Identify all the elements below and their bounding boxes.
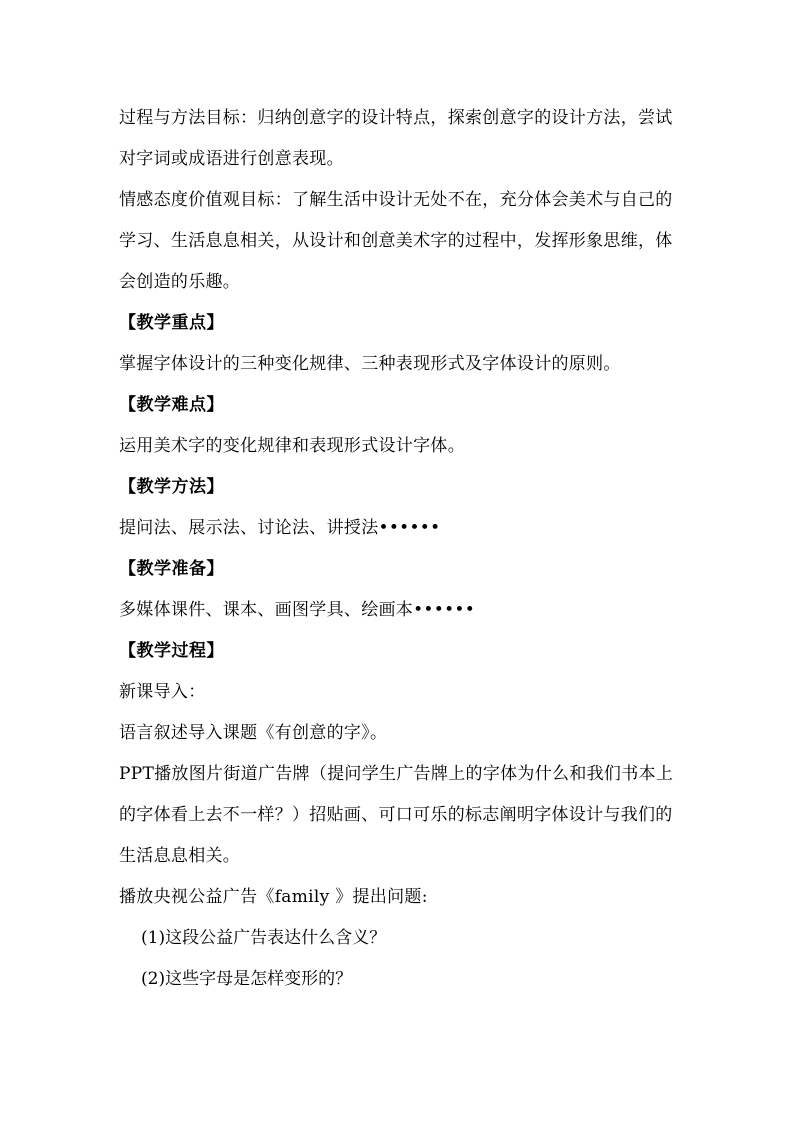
- process-line: 语言叙述导入课题《有创意的字》。: [119, 723, 388, 743]
- document-body: [119, 98, 689, 1000]
- preparation-heading: 【教学准备】: [119, 559, 224, 579]
- key-points-heading: 【教学重点】: [119, 313, 224, 333]
- key-points-text: 掌握字体设计的三种变化规律、三种表现形式及字体设计的原则。: [119, 354, 621, 374]
- process-line: PPT播放图片街道广告牌（提问学生广告牌上的字体为什么和我们书本上的字体看上去不一样？）招贴画、可口可乐的标志阐明字体设计与我们的生活息息相关。: [119, 764, 674, 866]
- process-line: 播放央视公益广告《family 》提出问题:: [119, 887, 428, 907]
- methods-heading: 【教学方法】: [119, 477, 224, 497]
- process-method-objective: 过程与方法目标：归纳创意字的设计特点，探索创意字的设计方法，尝试对字词或成语进行创意表现。: [119, 108, 673, 169]
- question-list: [119, 918, 689, 1000]
- question-item: (1)这段公益广告表达什么含义？: [141, 928, 387, 948]
- preparation-text: 多媒体课件、课本、画图学具、绘画本••••••: [119, 600, 476, 620]
- question-item: (2)这些字母是怎样变形的？: [141, 969, 353, 989]
- methods-text: 提问法、展示法、讨论法、讲授法••••••: [119, 518, 441, 538]
- difficulties-heading: 【教学难点】: [119, 395, 224, 415]
- process-heading: 【教学过程】: [119, 641, 224, 661]
- emotion-value-objective: 情感态度价值观目标：了解生活中设计无处不在，充分体会美术与自己的学习、生活息息相关，从设计和创意美术字的过程中，发挥形象思维，体会创造的乐趣。: [119, 190, 673, 292]
- intro-label: 新课导入：: [119, 682, 206, 702]
- difficulties-text: 运用美术字的变化规律和表现形式设计字体。: [119, 436, 465, 456]
